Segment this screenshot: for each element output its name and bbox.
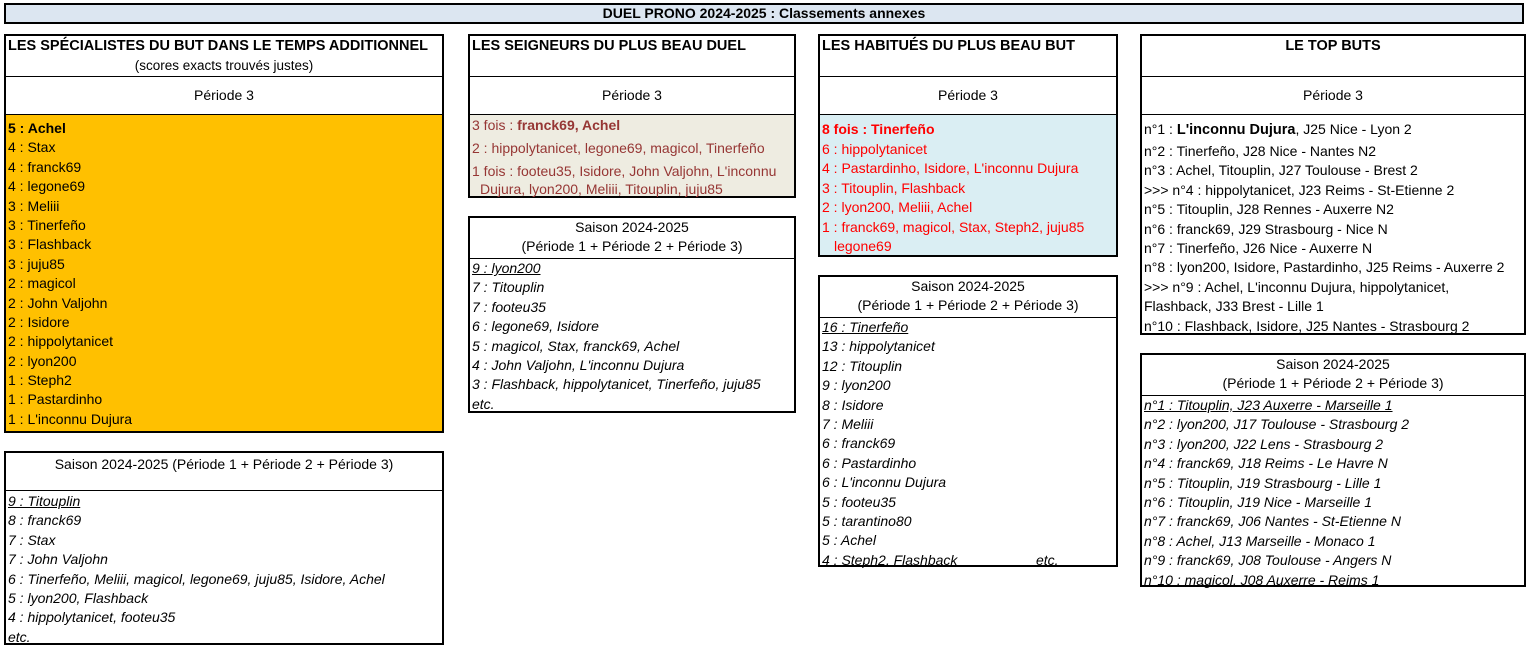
list-item: 8 : Isidore xyxy=(822,396,884,413)
list-item: n°7 : franck69, J06 Nantes - St-Etienne N xyxy=(1144,513,1401,530)
list-item: 3 : Titouplin, Flashback xyxy=(822,179,966,196)
list-item: 4 : Stax xyxy=(8,139,56,156)
regulars-panel xyxy=(818,34,1118,257)
list-item: 7 : John Valjohn xyxy=(8,551,108,568)
list-item: 6 : legone69, Isidore xyxy=(472,318,599,335)
lords-header xyxy=(470,36,794,77)
list-item: 6 : L'inconnu Dujura xyxy=(822,474,947,491)
top-goals-panel xyxy=(1140,34,1526,335)
specialists-season-header xyxy=(6,453,442,491)
list-item: >>> n°4 : hippolytanicet, J23 Reims - St-Etienne 2 xyxy=(1144,181,1455,198)
top-goals-season-panel xyxy=(1140,353,1526,587)
list-item: n°10 : Flashback, Isidore, J25 Nantes - Strasbourg 2 xyxy=(1144,317,1470,334)
top-goals-season-list xyxy=(1142,396,1524,590)
list-item: 4 : John Valjohn, L'inconnu Dujura xyxy=(472,356,685,373)
list-item: legone69 xyxy=(834,237,892,254)
season-subtitle: (Période 1 + Période 2 + Période 3) xyxy=(857,297,1079,313)
specialists-title: LES SPÉCIALISTES DU BUT DANS LE TEMPS ADDITIONNEL xyxy=(8,38,428,54)
lords-list xyxy=(470,115,794,196)
lords-row1-names: franck69, Achel xyxy=(517,117,621,133)
list-item: 4 : hippolytanicet, footeu35 xyxy=(8,609,176,626)
list-item: 4 : legone69 xyxy=(8,178,86,195)
list-item: 1 fois : footeu35, Isidore, John Valjohn, L'inconnu xyxy=(472,163,777,179)
list-item: n°5 : Titouplin, J28 Rennes - Auxerre N2 xyxy=(1144,201,1394,218)
specialists-period: Période 3 xyxy=(6,76,442,115)
list-item: 7 : footeu35 xyxy=(472,298,546,315)
list-item: 9 : lyon200 xyxy=(472,260,541,276)
list-item: 2 : hippolytanicet xyxy=(8,333,114,350)
list-item: 3 : juju85 xyxy=(8,255,65,272)
season-subtitle: (Période 1 + Période 2 + Période 3) xyxy=(521,238,743,254)
regulars-season-panel xyxy=(818,275,1118,567)
list-item: 8 : franck69 xyxy=(8,512,82,529)
list-item: 1 : franck69, magicol, Stax, Steph2, juju85 xyxy=(822,218,1085,235)
lords-row1-prefix: 3 fois : xyxy=(472,117,518,133)
list-item: Dujura, lyon200, Meliii, Titouplin, juju85 xyxy=(480,181,723,197)
list-item: 1 : Steph2 xyxy=(8,372,72,389)
lords-period: Période 3 xyxy=(470,76,794,115)
rank-prefix: n°1 : xyxy=(1144,121,1177,137)
specialists-season-list xyxy=(6,492,442,647)
list-item: n°3 : lyon200, J22 Lens - Strasbourg 2 xyxy=(1144,435,1384,452)
list-item: 5 : Achel xyxy=(822,532,876,549)
lords-panel xyxy=(468,34,796,198)
etc-label: etc. xyxy=(1036,551,1059,568)
specialists-season-panel xyxy=(4,451,444,645)
list-item: 8 fois : Tinerfeño xyxy=(822,121,935,137)
specialists-header xyxy=(6,36,442,77)
page-title: DUEL PRONO 2024-2025 : Classements annexes xyxy=(4,3,1524,24)
list-item: n°6 : Titouplin, J19 Nice - Marseille 1 xyxy=(1144,493,1373,510)
list-item: n°3 : Achel, Titouplin, J27 Toulouse - Brest 2 xyxy=(1144,162,1418,179)
rank-suffix: , J25 Nice - Lyon 2 xyxy=(1295,121,1412,137)
list-item: 4 : franck69 xyxy=(8,158,82,175)
list-item: n°7 : Tinerfeño, J26 Nice - Auxerre N xyxy=(1144,239,1373,256)
regulars-header xyxy=(820,36,1116,77)
lords-title: LES SEIGNEURS DU PLUS BEAU DUEL xyxy=(472,38,746,54)
list-item xyxy=(820,551,1116,570)
list-item: 9 : Titouplin xyxy=(8,493,81,509)
list-item: n°1 : Titouplin, J23 Auxerre - Marseille 1 xyxy=(1144,397,1393,413)
regulars-list xyxy=(820,115,1116,255)
specialists-subtitle: (scores exacts trouvés justes) xyxy=(134,58,314,73)
list-item: 6 : hippolytanicet xyxy=(822,141,928,157)
season-title: Saison 2024-2025 xyxy=(911,278,1025,294)
list-item: n°4 : franck69, J18 Reims - Le Havre N xyxy=(1144,455,1388,472)
list-item: n°5 : Titouplin, J19 Strasbourg - Lille 1 xyxy=(1144,474,1382,491)
season-title: Saison 2024-2025 (Période 1 + Période 2 + Période 3) xyxy=(54,456,394,472)
list-item: 6 : franck69 xyxy=(822,435,896,452)
list-item: >>> n°9 : Achel, L'inconnu Dujura, hippolytanicet, xyxy=(1144,278,1450,295)
list-item: 5 : footeu35 xyxy=(822,493,896,510)
list-item: 2 : lyon200 xyxy=(8,352,77,369)
top-goals-header xyxy=(1142,36,1524,77)
list-item: 7 : Meliii xyxy=(822,415,874,432)
list-item: 2 : lyon200, Meliii, Achel xyxy=(822,199,973,216)
list-item: etc. xyxy=(472,395,495,412)
list-item: n°6 : franck69, J29 Strasbourg - Nice N xyxy=(1144,220,1388,237)
lords-season-list xyxy=(470,259,794,414)
lords-season-header xyxy=(470,218,794,259)
regulars-season-list xyxy=(820,318,1116,570)
list-item: n°8 : Achel, J13 Marseille - Monaco 1 xyxy=(1144,532,1376,549)
rank-name: L'inconnu Dujura xyxy=(1176,122,1296,138)
top-goals-season-header xyxy=(1142,355,1524,396)
list-item: 2 : John Valjohn xyxy=(8,294,108,311)
list-item: 5 : lyon200, Flashback xyxy=(8,589,149,606)
top-goals-title: LE TOP BUTS xyxy=(1285,38,1381,54)
list-item: etc. xyxy=(8,628,31,645)
list-item: 1 : Pastardinho xyxy=(8,391,103,408)
list-item: 3 : Meliii xyxy=(8,197,60,214)
season-title: Saison 2024-2025 xyxy=(1276,356,1390,372)
list-item: 2 : hippolytanicet, legone69, magicol, Tinerfeño xyxy=(472,140,765,156)
list-item: 5 : magicol, Stax, franck69, Achel xyxy=(472,337,680,354)
list-item xyxy=(470,115,794,136)
list-item: 5 : tarantino80 xyxy=(822,512,912,529)
specialists-panel xyxy=(4,34,444,433)
list-item: Flashback, J33 Brest - Lille 1 xyxy=(1144,298,1324,315)
regulars-title: LES HABITUÉS DU PLUS BEAU BUT xyxy=(822,38,1075,54)
list-item: n°2 : Tinerfeño, J28 Nice - Nantes N2 xyxy=(1144,143,1377,159)
list-item: n°8 : lyon200, Isidore, Pastardinho, J25 Reims - Auxerre 2 xyxy=(1144,259,1505,276)
lords-season-panel xyxy=(468,216,796,413)
list-item: n°9 : franck69, J08 Toulouse - Angers N xyxy=(1144,552,1392,569)
top-goals-list xyxy=(1142,115,1524,333)
list-item-text: 4 : Steph2, Flashback xyxy=(822,551,958,568)
list-item: 16 : Tinerfeño xyxy=(822,319,909,335)
list-item: 3 : Flashback, hippolytanicet, Tinerfeño, juju85 xyxy=(472,376,761,393)
season-title: Saison 2024-2025 xyxy=(575,219,689,235)
list-item: 4 : Pastardinho, Isidore, L'inconnu Dujura xyxy=(822,160,1079,177)
list-item: 12 : Titouplin xyxy=(822,357,903,374)
season-subtitle: (Période 1 + Période 2 + Période 3) xyxy=(1222,375,1444,391)
list-item: 2 : Isidore xyxy=(8,313,70,330)
specialists-list xyxy=(6,115,442,431)
list-item: 6 : Pastardinho xyxy=(822,454,917,471)
list-item: 7 : Titouplin xyxy=(472,279,545,296)
list-item: 7 : Stax xyxy=(8,531,56,548)
list-item xyxy=(1142,118,1524,140)
regulars-season-header xyxy=(820,277,1116,318)
top-goals-period: Période 3 xyxy=(1142,76,1524,115)
list-item: 9 : lyon200 xyxy=(822,377,891,394)
list-item: 3 : Flashback xyxy=(8,236,92,253)
regulars-period: Période 3 xyxy=(820,76,1116,115)
list-item: 1 : L'inconnu Dujura xyxy=(8,410,133,427)
list-item: n°2 : lyon200, J17 Toulouse - Strasbourg 2 xyxy=(1144,416,1410,433)
list-item: 6 : Tinerfeño, Meliii, magicol, legone69, juju85, Isidore, Achel xyxy=(8,570,385,587)
list-item: 13 : hippolytanicet xyxy=(822,338,935,355)
list-item: 2 : magicol xyxy=(8,275,76,292)
list-item: 3 : Tinerfeño xyxy=(8,216,86,233)
list-item: n°10 : magicol, J08 Auxerre - Reims 1 xyxy=(1144,571,1380,588)
list-item: 5 : Achel xyxy=(8,120,66,136)
